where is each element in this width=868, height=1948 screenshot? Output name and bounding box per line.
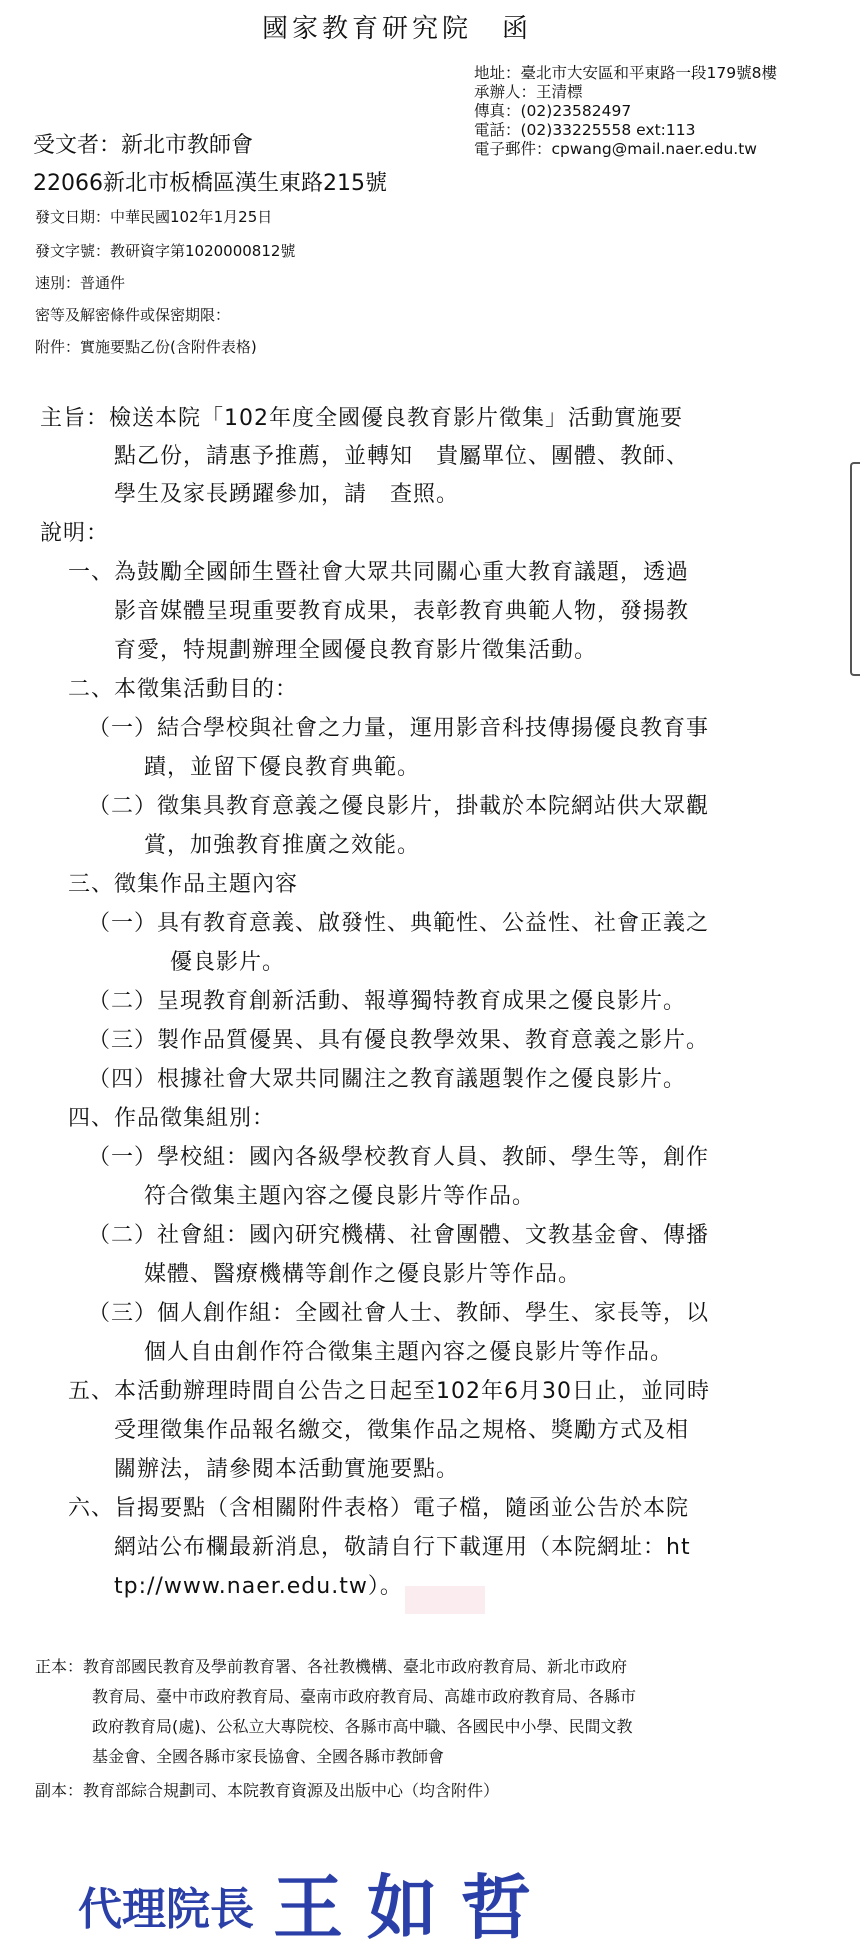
para-4-3-line-1: （三）個人創作組：全國社會人士、教師、學生、家長等，以 bbox=[88, 1301, 710, 1326]
para-4-3-line-2: 個人自由創作符合徵集主題內容之優良影片等作品。 bbox=[144, 1340, 674, 1365]
margin-bracket bbox=[850, 462, 860, 676]
meta-date: 發文日期：中華民國102年1月25日 bbox=[35, 208, 273, 226]
subject-line-1: 主旨：檢送本院「102年度全國優良教育影片徵集」活動實施要 bbox=[40, 406, 683, 431]
subject-line-2: 點乙份，請惠予推薦，並轉知 貴屬單位、團體、教師、 bbox=[114, 444, 690, 469]
para-3-heading: 三、徵集作品主題內容 bbox=[68, 872, 299, 897]
para-3-2: （二）呈現教育創新活動、報導獨特教育成果之優良影片。 bbox=[88, 989, 687, 1014]
para-2-2-line-1: （二）徵集具教育意義之優良影片，掛載於本院網站供大眾觀 bbox=[88, 794, 710, 819]
original-recipients-line-4: 基金會、全國各縣市家長協會、全國各縣市教師會 bbox=[92, 1747, 445, 1766]
seal-mark bbox=[405, 1586, 485, 1614]
para-2-2-line-2: 賞，加強教育推廣之效能。 bbox=[144, 833, 421, 858]
para-2-1-line-1: （一）結合學校與社會之力量，運用影音科技傳揚優良教育事 bbox=[88, 716, 710, 741]
para-6-line-1: 六、旨揭要點（含相關附件表格）電子檔，隨函並公告於本院 bbox=[68, 1496, 690, 1521]
para-4-2-line-2: 媒體、醫療機構等創作之優良影片等作品。 bbox=[144, 1262, 582, 1287]
original-recipients-line-2: 教育局、臺中市政府教育局、臺南市政府教育局、高雄市政府教育局、各縣市 bbox=[92, 1687, 637, 1706]
para-4-1-line-1: （一）學校組：國內各級學校教育人員、教師、學生等，創作 bbox=[88, 1145, 710, 1170]
subject-line-3: 學生及家長踴躍參加，請 查照。 bbox=[114, 482, 460, 507]
signature-title: 代理院長 bbox=[78, 1884, 254, 1935]
recipient-line: 受文者：新北市教師會 bbox=[33, 133, 254, 158]
original-recipients-line-3: 政府教育局(處)、公私立大專院校、各縣市高中職、各國民中小學、民間文教 bbox=[92, 1717, 633, 1736]
contact-fax: 傳真：(02)23582497 bbox=[474, 102, 632, 120]
para-1-line-3: 育愛，特規劃辦理全國優良教育影片徵集活動。 bbox=[114, 638, 598, 663]
copy-recipients: 副本：教育部綜合規劃司、本院教育資源及出版中心（均含附件） bbox=[35, 1781, 500, 1800]
para-3-4: （四）根據社會大眾共同關注之教育議題製作之優良影片。 bbox=[88, 1067, 687, 1092]
para-4-2-line-1: （二）社會組：國內研究機構、社會團體、文教基金會、傳播 bbox=[88, 1223, 710, 1248]
para-3-1-line-1: （一）具有教育意義、啟發性、典範性、公益性、社會正義之 bbox=[88, 911, 710, 936]
contact-address: 地址：臺北市大安區和平東路一段179號8樓 bbox=[474, 64, 777, 82]
original-recipients-line-1: 正本：教育部國民教育及學前教育署、各社教機構、臺北市政府教育局、新北市政府 bbox=[35, 1657, 628, 1676]
para-4-heading: 四、作品徵集組別： bbox=[68, 1106, 276, 1131]
para-2-1-line-2: 蹟，並留下優良教育典範。 bbox=[144, 755, 421, 780]
meta-number: 發文字號：教研資字第1020000812號 bbox=[35, 242, 296, 260]
signature-stamp bbox=[78, 1862, 638, 1948]
para-6-line-2: 網站公布欄最新消息，敬請自行下載運用（本院網址：ht bbox=[114, 1535, 691, 1560]
document-title: 國家教育研究院 函 bbox=[262, 14, 533, 44]
para-2-heading: 二、本徵集活動目的： bbox=[68, 677, 299, 702]
para-3-3: （三）製作品質優異、具有優良教學效果、教育意義之影片。 bbox=[88, 1028, 710, 1053]
para-1-line-2: 影音媒體呈現重要教育成果，表彰教育典範人物，發揚教 bbox=[114, 599, 690, 624]
para-5-line-2: 受理徵集作品報名繳交，徵集作品之規格、獎勵方式及相 bbox=[114, 1418, 690, 1443]
contact-email: 電子郵件：cpwang@mail.naer.edu.tw bbox=[474, 140, 757, 158]
para-6-line-3: tp://www.naer.edu.tw）。 bbox=[114, 1574, 403, 1599]
meta-secrecy: 密等及解密條件或保密期限： bbox=[35, 306, 231, 324]
para-5-line-3: 關辦法，請參閱本活動實施要點。 bbox=[114, 1457, 460, 1482]
contact-phone: 電話：(02)33225558 ext:113 bbox=[474, 121, 696, 139]
para-5-line-1: 五、本活動辦理時間自公告之日起至102年6月30日止，並同時 bbox=[68, 1379, 710, 1404]
contact-handler: 承辦人：王清標 bbox=[474, 83, 583, 101]
meta-attachment: 附件：實施要點乙份(含附件表格) bbox=[35, 338, 257, 356]
signature-name: 王如哲 bbox=[273, 1866, 555, 1948]
meta-speed: 速別：普通件 bbox=[35, 274, 126, 292]
para-3-1-line-2: 優良影片。 bbox=[170, 950, 286, 975]
explanation-heading: 說明： bbox=[40, 521, 110, 546]
recipient-address: 22066新北市板橋區漢生東路215號 bbox=[33, 171, 387, 196]
para-4-1-line-2: 符合徵集主題內容之優良影片等作品。 bbox=[144, 1184, 536, 1209]
para-1-line-1: 一、為鼓勵全國師生暨社會大眾共同關心重大教育議題，透過 bbox=[68, 560, 690, 585]
